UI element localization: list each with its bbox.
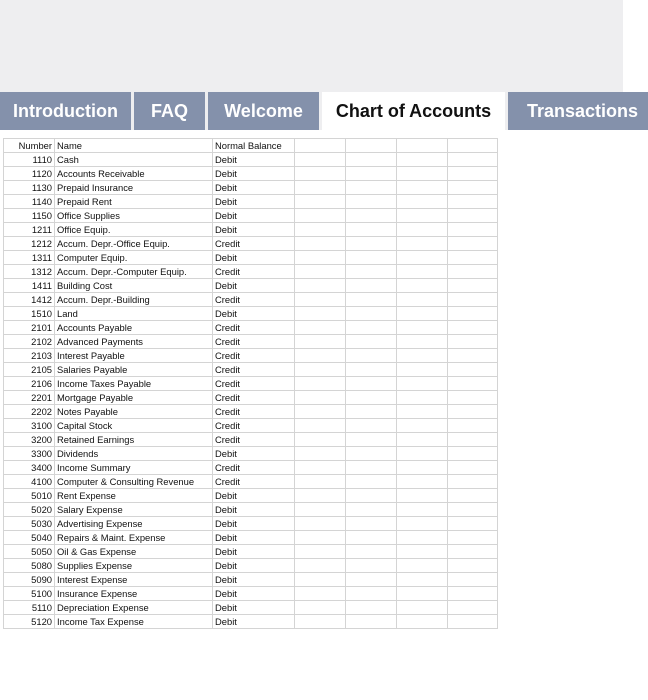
table-row [4, 307, 498, 321]
empty-cell[interactable] [397, 209, 448, 223]
empty-cell[interactable] [397, 447, 448, 461]
normal-balance-cell[interactable]: Debit [213, 279, 295, 293]
empty-cell[interactable] [346, 195, 397, 209]
empty-cell[interactable] [295, 251, 346, 265]
account-name-cell[interactable]: Income Summary [55, 461, 213, 475]
empty-cell[interactable] [397, 293, 448, 307]
empty-cell[interactable] [397, 475, 448, 489]
empty-cell[interactable] [397, 559, 448, 573]
account-name-cell[interactable]: Dividends [55, 447, 213, 461]
account-number-cell[interactable]: 2101 [4, 321, 55, 335]
account-number-cell[interactable]: 4100 [4, 475, 55, 489]
empty-cell[interactable] [448, 489, 498, 503]
account-number-cell[interactable]: 5030 [4, 517, 55, 531]
empty-cell[interactable] [448, 307, 498, 321]
empty-cell[interactable] [346, 531, 397, 545]
account-number-cell[interactable]: 5120 [4, 615, 55, 629]
empty-cell[interactable] [346, 279, 397, 293]
account-number-cell[interactable]: 2102 [4, 335, 55, 349]
empty-cell[interactable] [448, 181, 498, 195]
empty-cell[interactable] [295, 181, 346, 195]
normal-balance-cell[interactable]: Debit [213, 307, 295, 321]
empty-cell[interactable] [346, 139, 397, 153]
empty-cell[interactable] [448, 153, 498, 167]
account-number-cell[interactable]: 5010 [4, 489, 55, 503]
empty-cell[interactable] [295, 517, 346, 531]
empty-cell[interactable] [448, 545, 498, 559]
empty-cell[interactable] [346, 517, 397, 531]
empty-cell[interactable] [448, 209, 498, 223]
normal-balance-cell[interactable]: Credit [213, 419, 295, 433]
table-row [4, 587, 498, 601]
account-number-cell[interactable]: 1140 [4, 195, 55, 209]
normal-balance-cell[interactable]: Credit [213, 377, 295, 391]
empty-cell[interactable] [397, 503, 448, 517]
empty-cell[interactable] [295, 503, 346, 517]
empty-cell[interactable] [346, 363, 397, 377]
empty-cell[interactable] [397, 433, 448, 447]
empty-cell[interactable] [397, 223, 448, 237]
empty-cell[interactable] [295, 363, 346, 377]
account-number-cell[interactable]: 2202 [4, 405, 55, 419]
account-name-cell[interactable]: Land [55, 307, 213, 321]
normal-balance-cell[interactable]: Credit [213, 321, 295, 335]
empty-cell[interactable] [397, 489, 448, 503]
empty-cell[interactable] [295, 139, 346, 153]
empty-cell[interactable] [295, 335, 346, 349]
account-number-cell[interactable]: 5090 [4, 573, 55, 587]
account-name-cell[interactable]: Office Supplies [55, 209, 213, 223]
empty-cell[interactable] [397, 167, 448, 181]
normal-balance-cell[interactable]: Debit [213, 209, 295, 223]
table-row [4, 531, 498, 545]
empty-cell[interactable] [397, 405, 448, 419]
empty-cell[interactable] [295, 223, 346, 237]
empty-cell[interactable] [295, 209, 346, 223]
account-name-cell[interactable]: Oil & Gas Expense [55, 545, 213, 559]
account-number-cell[interactable]: 3400 [4, 461, 55, 475]
normal-balance-cell[interactable]: Credit [213, 265, 295, 279]
empty-cell[interactable] [295, 167, 346, 181]
empty-cell[interactable] [448, 321, 498, 335]
empty-cell[interactable] [295, 279, 346, 293]
empty-cell[interactable] [448, 447, 498, 461]
account-name-cell[interactable]: Advanced Payments [55, 335, 213, 349]
empty-cell[interactable] [346, 489, 397, 503]
empty-cell[interactable] [448, 433, 498, 447]
normal-balance-cell[interactable]: Debit [213, 223, 295, 237]
normal-balance-cell[interactable]: Credit [213, 363, 295, 377]
account-name-cell[interactable]: Retained Earnings [55, 433, 213, 447]
normal-balance-cell[interactable]: Debit [213, 195, 295, 209]
table-row [4, 251, 498, 265]
empty-cell[interactable] [295, 587, 346, 601]
table-row [4, 237, 498, 251]
account-number-cell[interactable]: 5040 [4, 531, 55, 545]
account-name-cell[interactable]: Accounts Receivable [55, 167, 213, 181]
empty-cell[interactable] [397, 531, 448, 545]
empty-cell[interactable] [448, 587, 498, 601]
normal-balance-cell[interactable]: Credit [213, 293, 295, 307]
table-row [4, 615, 498, 629]
table-row [4, 405, 498, 419]
empty-cell[interactable] [448, 391, 498, 405]
empty-cell[interactable] [448, 615, 498, 629]
normal-balance-cell[interactable]: Debit [213, 615, 295, 629]
normal-balance-cell[interactable]: Credit [213, 335, 295, 349]
empty-cell[interactable] [346, 349, 397, 363]
empty-cell[interactable] [448, 461, 498, 475]
empty-cell[interactable] [397, 349, 448, 363]
empty-cell[interactable] [295, 461, 346, 475]
table-row [4, 321, 498, 335]
empty-cell[interactable] [448, 517, 498, 531]
account-number-cell[interactable]: 5050 [4, 545, 55, 559]
table-row [4, 433, 498, 447]
account-name-cell[interactable]: Prepaid Rent [55, 195, 213, 209]
normal-balance-cell[interactable]: Credit [213, 475, 295, 489]
table-row [4, 559, 498, 573]
empty-cell[interactable] [448, 405, 498, 419]
table-row [4, 545, 498, 559]
empty-cell[interactable] [346, 503, 397, 517]
account-name-cell[interactable]: Computer & Consulting Revenue [55, 475, 213, 489]
header-normal-balance[interactable]: Normal Balance [213, 139, 295, 153]
tab-faq[interactable]: FAQ [134, 92, 205, 130]
empty-cell[interactable] [295, 293, 346, 307]
empty-cell[interactable] [346, 293, 397, 307]
empty-cell[interactable] [295, 237, 346, 251]
normal-balance-cell[interactable]: Debit [213, 447, 295, 461]
empty-cell[interactable] [397, 363, 448, 377]
account-name-cell[interactable]: Building Cost [55, 279, 213, 293]
empty-cell[interactable] [346, 223, 397, 237]
account-name-cell[interactable]: Salaries Payable [55, 363, 213, 377]
account-number-cell[interactable]: 1412 [4, 293, 55, 307]
account-number-cell[interactable]: 5100 [4, 587, 55, 601]
account-name-cell[interactable]: Accounts Payable [55, 321, 213, 335]
normal-balance-cell[interactable]: Debit [213, 153, 295, 167]
table-row [4, 293, 498, 307]
empty-cell[interactable] [346, 559, 397, 573]
table-row [4, 349, 498, 363]
normal-balance-cell[interactable]: Debit [213, 559, 295, 573]
empty-cell[interactable] [448, 265, 498, 279]
table-row [4, 265, 498, 279]
empty-cell[interactable] [346, 419, 397, 433]
empty-cell[interactable] [295, 559, 346, 573]
normal-balance-cell[interactable]: Credit [213, 433, 295, 447]
empty-cell[interactable] [295, 573, 346, 587]
table-row [4, 517, 498, 531]
empty-cell[interactable] [295, 531, 346, 545]
account-number-cell[interactable]: 1510 [4, 307, 55, 321]
empty-cell[interactable] [295, 265, 346, 279]
account-number-cell[interactable]: 2103 [4, 349, 55, 363]
account-number-cell[interactable]: 1212 [4, 237, 55, 251]
account-name-cell[interactable]: Salary Expense [55, 503, 213, 517]
normal-balance-cell[interactable]: Debit [213, 181, 295, 195]
account-number-cell[interactable]: 1120 [4, 167, 55, 181]
empty-cell[interactable] [448, 419, 498, 433]
empty-cell[interactable] [448, 293, 498, 307]
empty-cell[interactable] [448, 167, 498, 181]
accounts-table-body [4, 139, 498, 629]
normal-balance-cell[interactable]: Debit [213, 251, 295, 265]
accounts-table [3, 138, 498, 629]
normal-balance-cell[interactable]: Debit [213, 545, 295, 559]
header-number[interactable]: Number [4, 139, 55, 153]
account-number-cell[interactable]: 1411 [4, 279, 55, 293]
empty-cell[interactable] [448, 559, 498, 573]
table-row [4, 181, 498, 195]
account-name-cell[interactable]: Rent Expense [55, 489, 213, 503]
empty-cell[interactable] [346, 601, 397, 615]
account-name-cell[interactable]: Supplies Expense [55, 559, 213, 573]
empty-cell[interactable] [397, 419, 448, 433]
normal-balance-cell[interactable]: Debit [213, 489, 295, 503]
empty-cell[interactable] [346, 615, 397, 629]
normal-balance-cell[interactable]: Credit [213, 405, 295, 419]
header-row [4, 139, 498, 153]
account-name-cell[interactable]: Prepaid Insurance [55, 181, 213, 195]
sheet-tab-bar [0, 92, 639, 130]
empty-cell[interactable] [295, 153, 346, 167]
table-row [4, 447, 498, 461]
empty-cell[interactable] [346, 167, 397, 181]
tab-chart-of-accounts[interactable]: Chart of Accounts [322, 92, 505, 131]
empty-cell[interactable] [397, 237, 448, 251]
account-name-cell[interactable]: Repairs & Maint. Expense [55, 531, 213, 545]
empty-cell[interactable] [397, 195, 448, 209]
empty-cell[interactable] [448, 195, 498, 209]
table-row [4, 503, 498, 517]
tab-welcome[interactable]: Welcome [208, 92, 319, 130]
empty-cell[interactable] [397, 335, 448, 349]
account-number-cell[interactable]: 5110 [4, 601, 55, 615]
account-name-cell[interactable]: Interest Expense [55, 573, 213, 587]
empty-cell[interactable] [346, 335, 397, 349]
account-name-cell[interactable]: Notes Payable [55, 405, 213, 419]
empty-cell[interactable] [397, 139, 448, 153]
account-number-cell[interactable]: 1150 [4, 209, 55, 223]
account-number-cell[interactable]: 3300 [4, 447, 55, 461]
empty-cell[interactable] [295, 447, 346, 461]
empty-cell[interactable] [448, 475, 498, 489]
table-row [4, 601, 498, 615]
table-row [4, 209, 498, 223]
top-blank-area [0, 0, 623, 92]
table-row [4, 335, 498, 349]
empty-cell[interactable] [295, 475, 346, 489]
account-number-cell[interactable]: 5080 [4, 559, 55, 573]
account-name-cell[interactable]: Advertising Expense [55, 517, 213, 531]
table-row [4, 419, 498, 433]
empty-cell[interactable] [397, 461, 448, 475]
table-row [4, 195, 498, 209]
account-name-cell[interactable]: Cash [55, 153, 213, 167]
empty-cell[interactable] [295, 433, 346, 447]
table-row [4, 377, 498, 391]
table-row [4, 475, 498, 489]
empty-cell[interactable] [346, 377, 397, 391]
empty-cell[interactable] [397, 517, 448, 531]
empty-cell[interactable] [295, 321, 346, 335]
empty-cell[interactable] [397, 279, 448, 293]
empty-cell[interactable] [397, 153, 448, 167]
empty-cell[interactable] [295, 615, 346, 629]
table-row [4, 167, 498, 181]
empty-cell[interactable] [397, 573, 448, 587]
empty-cell[interactable] [448, 223, 498, 237]
empty-cell[interactable] [346, 461, 397, 475]
account-name-cell[interactable]: Depreciation Expense [55, 601, 213, 615]
empty-cell[interactable] [448, 349, 498, 363]
empty-cell[interactable] [346, 251, 397, 265]
empty-cell[interactable] [397, 615, 448, 629]
table-row [4, 391, 498, 405]
empty-cell[interactable] [346, 265, 397, 279]
table-row [4, 223, 498, 237]
normal-balance-cell[interactable]: Credit [213, 391, 295, 405]
empty-cell[interactable] [448, 377, 498, 391]
empty-cell[interactable] [346, 307, 397, 321]
account-name-cell[interactable]: Computer Equip. [55, 251, 213, 265]
header-name[interactable]: Name [55, 139, 213, 153]
tab-introduction[interactable]: Introduction [0, 92, 131, 130]
normal-balance-cell[interactable]: Debit [213, 531, 295, 545]
empty-cell[interactable] [397, 321, 448, 335]
empty-cell[interactable] [346, 405, 397, 419]
empty-cell[interactable] [448, 335, 498, 349]
empty-cell[interactable] [346, 181, 397, 195]
empty-cell[interactable] [346, 475, 397, 489]
empty-cell[interactable] [295, 307, 346, 321]
empty-cell[interactable] [448, 237, 498, 251]
normal-balance-cell[interactable]: Credit [213, 237, 295, 251]
empty-cell[interactable] [397, 265, 448, 279]
table-row [4, 279, 498, 293]
empty-cell[interactable] [295, 489, 346, 503]
normal-balance-cell[interactable]: Credit [213, 349, 295, 363]
empty-cell[interactable] [448, 573, 498, 587]
table-row [4, 461, 498, 475]
account-number-cell[interactable]: 1130 [4, 181, 55, 195]
account-number-cell[interactable]: 3100 [4, 419, 55, 433]
account-name-cell[interactable]: Office Equip. [55, 223, 213, 237]
normal-balance-cell[interactable]: Debit [213, 503, 295, 517]
account-name-cell[interactable]: Mortgage Payable [55, 391, 213, 405]
empty-cell[interactable] [397, 601, 448, 615]
table-row [4, 153, 498, 167]
normal-balance-cell[interactable]: Debit [213, 573, 295, 587]
empty-cell[interactable] [295, 601, 346, 615]
normal-balance-cell[interactable]: Debit [213, 601, 295, 615]
empty-cell[interactable] [397, 251, 448, 265]
empty-cell[interactable] [295, 195, 346, 209]
empty-cell[interactable] [346, 587, 397, 601]
empty-cell[interactable] [448, 279, 498, 293]
account-name-cell[interactable]: Insurance Expense [55, 587, 213, 601]
account-number-cell[interactable]: 1311 [4, 251, 55, 265]
account-number-cell[interactable]: 2201 [4, 391, 55, 405]
empty-cell[interactable] [346, 545, 397, 559]
account-name-cell[interactable]: Income Tax Expense [55, 615, 213, 629]
empty-cell[interactable] [346, 447, 397, 461]
empty-cell[interactable] [295, 391, 346, 405]
empty-cell[interactable] [448, 251, 498, 265]
empty-cell[interactable] [397, 181, 448, 195]
empty-cell[interactable] [448, 601, 498, 615]
empty-cell[interactable] [295, 419, 346, 433]
empty-cell[interactable] [397, 377, 448, 391]
normal-balance-cell[interactable]: Debit [213, 167, 295, 181]
empty-cell[interactable] [448, 363, 498, 377]
empty-cell[interactable] [346, 321, 397, 335]
empty-cell[interactable] [346, 153, 397, 167]
empty-cell[interactable] [295, 377, 346, 391]
account-number-cell[interactable]: 1312 [4, 265, 55, 279]
empty-cell[interactable] [397, 307, 448, 321]
account-name-cell[interactable]: Capital Stock [55, 419, 213, 433]
table-row [4, 363, 498, 377]
account-number-cell[interactable]: 5020 [4, 503, 55, 517]
normal-balance-cell[interactable]: Debit [213, 517, 295, 531]
empty-cell[interactable] [448, 531, 498, 545]
account-name-cell[interactable]: Accum. Depr.-Office Equip. [55, 237, 213, 251]
empty-cell[interactable] [397, 587, 448, 601]
table-row [4, 573, 498, 587]
account-number-cell[interactable]: 2105 [4, 363, 55, 377]
empty-cell[interactable] [346, 209, 397, 223]
chart-of-accounts-sheet [3, 138, 498, 629]
account-number-cell[interactable]: 1211 [4, 223, 55, 237]
tab-transactions[interactable]: Transactions [508, 92, 648, 130]
normal-balance-cell[interactable]: Credit [213, 461, 295, 475]
empty-cell[interactable] [397, 391, 448, 405]
account-number-cell[interactable]: 2106 [4, 377, 55, 391]
account-number-cell[interactable]: 1110 [4, 153, 55, 167]
empty-cell[interactable] [448, 503, 498, 517]
account-name-cell[interactable]: Income Taxes Payable [55, 377, 213, 391]
empty-cell[interactable] [397, 545, 448, 559]
empty-cell[interactable] [346, 237, 397, 251]
normal-balance-cell[interactable]: Debit [213, 587, 295, 601]
empty-cell[interactable] [295, 545, 346, 559]
empty-cell[interactable] [295, 405, 346, 419]
account-name-cell[interactable]: Accum. Depr.-Building [55, 293, 213, 307]
account-name-cell[interactable]: Interest Payable [55, 349, 213, 363]
empty-cell[interactable] [346, 391, 397, 405]
empty-cell[interactable] [448, 139, 498, 153]
account-number-cell[interactable]: 3200 [4, 433, 55, 447]
empty-cell[interactable] [346, 433, 397, 447]
empty-cell[interactable] [295, 349, 346, 363]
empty-cell[interactable] [346, 573, 397, 587]
account-name-cell[interactable]: Accum. Depr.-Computer Equip. [55, 265, 213, 279]
table-row [4, 489, 498, 503]
